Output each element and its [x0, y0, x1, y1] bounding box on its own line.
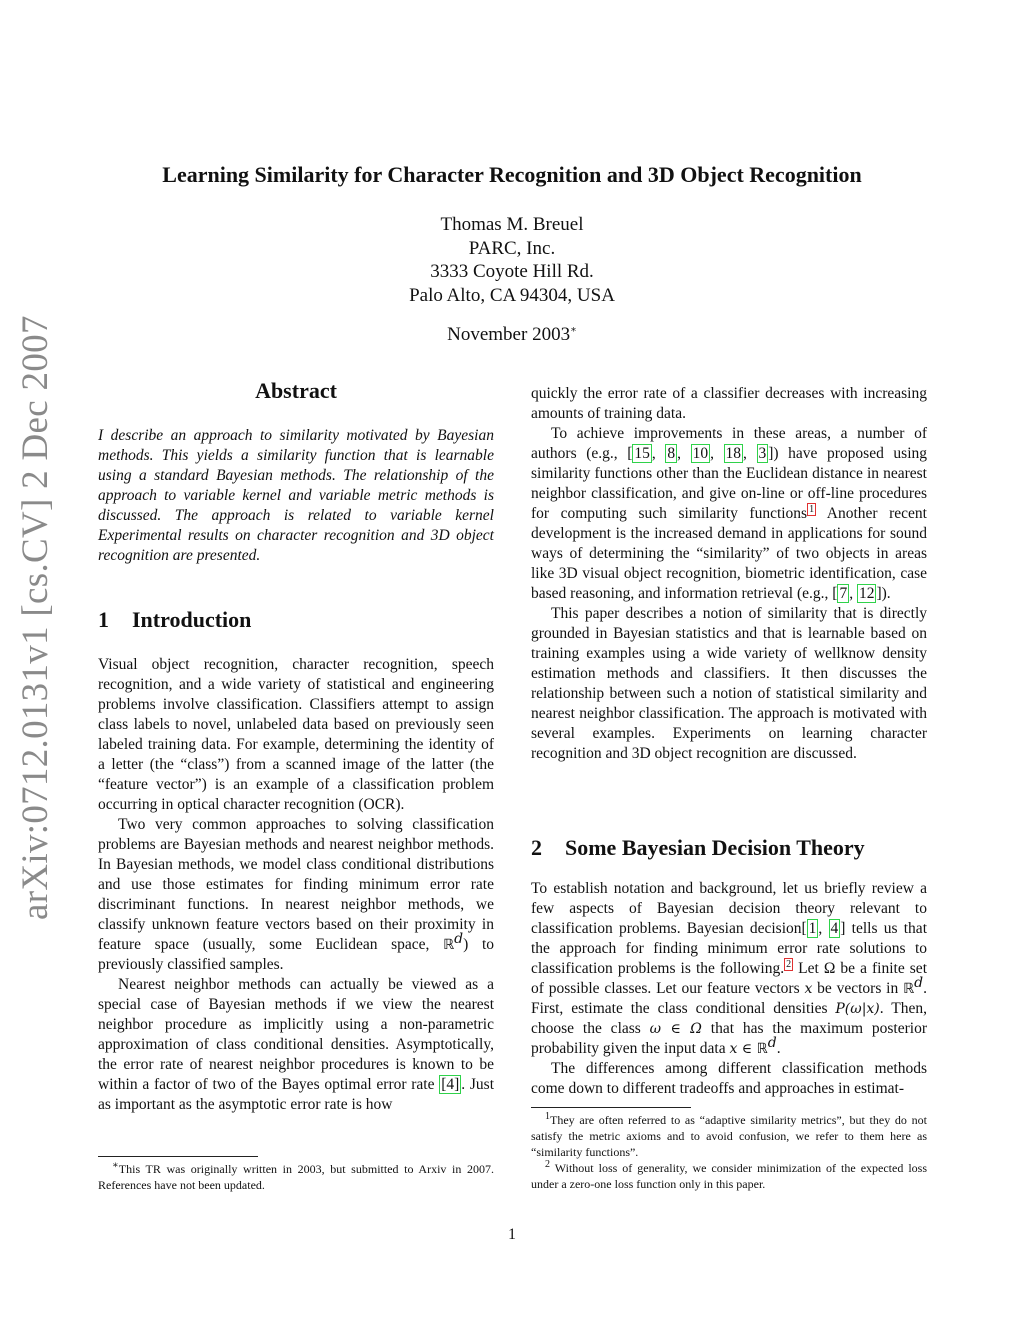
- paper-title: Learning Similarity for Character Recognition and 3D Object Recognition: [162, 162, 862, 187]
- footnote-left-text: This TR was originally written in 2003, but submitted to Arxiv in 2007. References have not been updated.: [98, 1162, 494, 1192]
- author-street: 3333 Coyote Hill Rd.: [430, 261, 594, 282]
- footnote-1: [531, 1112, 927, 1160]
- page-number: 1: [508, 1226, 516, 1243]
- section-2-body: [531, 879, 927, 1099]
- intro-p4-text-3: Another recent development is the increased demand in applications for sound ways of determining the “similarity” of two objects in areas like 3D visual object recognition, biometric identification, case based reasoning, and information retrieval (e.g., [: [531, 505, 927, 602]
- intro-p4-tail: ]).: [876, 585, 891, 602]
- bayes-p1-text-6: . Then, choose the class: [531, 1000, 927, 1037]
- section-1-number: 1: [98, 607, 109, 632]
- date-text: November 2003: [447, 324, 571, 345]
- section-1-title: Introduction: [132, 607, 252, 632]
- bayes-p1-text-4: be vectors in: [812, 980, 904, 997]
- intro-paragraph-5: This paper describes a notion of similarity that is directly grounded in Bayesian statistics and that is learnable based on training examples using a wide variety of wellknow density estimation methods and classifiers. It then discusses the relationship between such a notion of statistical similarity and nearest neighbor classification. The approach is motivated with several examples. Experiments on learning character recognition and 3D object recognition are discussed.: [531, 605, 927, 762]
- section-1-heading: [98, 607, 251, 633]
- section-1-left-body: [98, 655, 494, 1115]
- abstract-heading: Abstract: [255, 378, 337, 403]
- bayes-paragraph-1: To establish notation and background, let us briefly review a few aspects of Bayesian decision theory relevant to classification problems. Bayesian decision[ 1 , 4 ] tells us that the approach for finding minimum error rate solutions to classification problems is the following. $^2$ Let Ω be a finite set of possible classes. Let our feature vectors x be vectors in ℝd. First, estimate the class conditional densities P(ω|x). Then, choose the class ω ∈ Ω that has the maximum posterior probability given the input data x ∈ ℝd.: [531, 880, 927, 1057]
- intro-paragraph-3: [98, 975, 494, 1115]
- reals-symbol: ℝ: [903, 981, 915, 997]
- footnote-1-mark: 1: [545, 1111, 550, 1122]
- dimension-superscript: d: [454, 930, 464, 947]
- math-x: x: [804, 981, 813, 997]
- section-2-heading: [531, 835, 865, 861]
- citation-link[interactable]: 8: [667, 445, 676, 462]
- intro-p4-text-2: ]) have proposed using similarity functions other than the Euclidean distance in nearest neighbor classification, and give on-line or off-line procedures for computing such similarity functions: [531, 445, 928, 522]
- footnote-2-mark: 2: [545, 1159, 550, 1170]
- intro-paragraph-2: [98, 815, 494, 975]
- footnote-rule-left: [98, 1156, 258, 1157]
- bayes-p1-text-2: ] tells us that the approach for finding minimum error rate solutions to classification problems is the following.: [531, 920, 927, 977]
- citation-link[interactable]: 10: [692, 445, 709, 462]
- footnote-2: [531, 1160, 927, 1192]
- intro-p4-text: To achieve improvements in these areas, a number of authors (e.g., [: [531, 425, 927, 462]
- bayes-p1-text: To establish notation and background, let us briefly review a few aspects of Bayesian decision theory relevant to classification problems. Bayesian decision[: [531, 880, 927, 937]
- author-name: Thomas M. Breuel: [440, 214, 584, 235]
- footnote-1-link[interactable]: 1: [809, 503, 815, 515]
- footnote-1-text: They are often referred to as “adaptive similarity metrics”, but they do not satisfy the metric axioms and to avoid confusion, we refer to them here as “similarity functions”.: [531, 1113, 927, 1159]
- intro-p3-tail: . Just as important as the asymptotic error rate is how: [98, 1076, 495, 1113]
- arxiv-identifier: arXiv:0712.0131v1 [cs.CV] 2 Dec 2007: [15, 315, 56, 920]
- dimension-superscript: d: [767, 1034, 777, 1051]
- reals-symbol: ℝ: [443, 937, 455, 953]
- footnote-left-mark: ∗: [112, 1160, 119, 1171]
- bayes-p1-text-5: . First, estimate the class conditional densities: [531, 980, 927, 1017]
- citation-link[interactable]: 12: [858, 585, 875, 602]
- intro-paragraph-3-continued: quickly the error rate of a classifier decreases with increasing amounts of training data.: [531, 385, 927, 422]
- intro-paragraph-4: To achieve improvements in these areas, a number of authors (e.g., [ 15 , 8 , 10 , 18 , 3 ]) have proposed using similarity functions other than the Euclidean distance in nearest neighbor classification, and give on-line or off-line procedures for computing such similarity functions $^1$ Another recent development is the increased demand in applications for sound ways of determining the “similarity” of two objects in areas like 3D visual object recognition, biometric identification, case based reasoning, and information retrieval (e.g., [ 7 , 12 ]).: [531, 425, 928, 602]
- footnotes-right: [531, 1112, 927, 1192]
- section-2-title: Some Bayesian Decision Theory: [565, 835, 865, 860]
- footnote-2-link[interactable]: 2: [786, 958, 792, 970]
- author-block: [0, 213, 1024, 307]
- reals-symbol: ℝ: [756, 1041, 768, 1057]
- citation-link[interactable]: [4]: [441, 1076, 460, 1093]
- paper-date: [0, 323, 1024, 347]
- bayes-p1-tail: .: [776, 1040, 781, 1057]
- author-city: Palo Alto, CA 94304, USA: [409, 284, 615, 306]
- bayes-p1-text-3: Let Ω be a finite set of possible classes. Let our feature vectors: [531, 960, 927, 997]
- citation-link[interactable]: 15: [634, 445, 650, 462]
- math-class-in-omega: ω ∈ Ω: [649, 1021, 702, 1037]
- citation-link[interactable]: 7: [839, 585, 848, 602]
- footnote-left: [98, 1161, 494, 1193]
- citation-link[interactable]: 18: [725, 445, 742, 462]
- bayes-paragraph-2: The differences among different classification methods come down to different tradeoffs and approaches in estimat-: [531, 1060, 927, 1097]
- footnote-rule-right: [531, 1107, 691, 1108]
- math-posterior: P(ω|x): [835, 1001, 880, 1017]
- intro-p3-text: Nearest neighbor methods can actually be viewed as a special case of Bayesian methods if we view the nearest neighbor procedure as implicitly using a non-parametric approximation of class conditional densities. Asymptotically, the error rate of nearest neighbor procedures is known to be within a factor of two of the Bayes optimal error rate: [98, 976, 494, 1093]
- dimension-superscript: d: [914, 974, 924, 991]
- abstract-text: I describe an approach to similarity motivated by Bayesian methods. This yields a similarity function that is learnable using a standard Bayesian methods. The relationship of the approach to variable kernel and variable metric methods is discussed. The approach is related to variable kernel Experimental results on character recognition and 3D object recognition are presented.: [98, 427, 494, 564]
- citation-link[interactable]: 1: [808, 920, 817, 937]
- section-1-right-body: [531, 384, 927, 764]
- citation-link[interactable]: 4: [830, 920, 839, 937]
- intro-p2-text: Two very common approaches to solving classification problems are Bayesian methods and nearest neighbor methods. In Bayesian methods, we model class conditional distributions and use those estimates for finding minimum error rate discriminant functions. In nearest neighbor methods, we classify unknown feature vectors based on their proximity in feature space (usually, some Euclidean space,: [98, 816, 494, 953]
- abstract-body: [98, 426, 494, 566]
- author-org: PARC, Inc.: [468, 237, 556, 259]
- intro-p2-tail: ) to previously classified samples.: [98, 936, 494, 973]
- math-x-in: x ∈: [729, 1041, 757, 1057]
- intro-paragraph-1: Visual object recognition, character recognition, speech recognition, and a wide variety of statistical and engineering problems involve classification. Classifiers attempt to assign class labels to novel, unlabeled data based on previously seen labeled training data. For example, determining the identity of a letter (the “class”) from a scanned image of the latter (the “feature vector”) is an example of a classification problem occurring in optical character recognition (OCR).: [98, 656, 494, 813]
- footnote-2-text: Without loss of generality, we consider minimization of the expected loss under a zero-one loss function only in this paper.: [531, 1161, 927, 1191]
- bayes-p1-text-7: that has the maximum posterior probability given the input data: [531, 1020, 927, 1057]
- date-footnote-mark: ∗: [570, 324, 577, 336]
- section-2-number: 2: [531, 835, 542, 860]
- citation-link[interactable]: 3: [758, 445, 767, 462]
